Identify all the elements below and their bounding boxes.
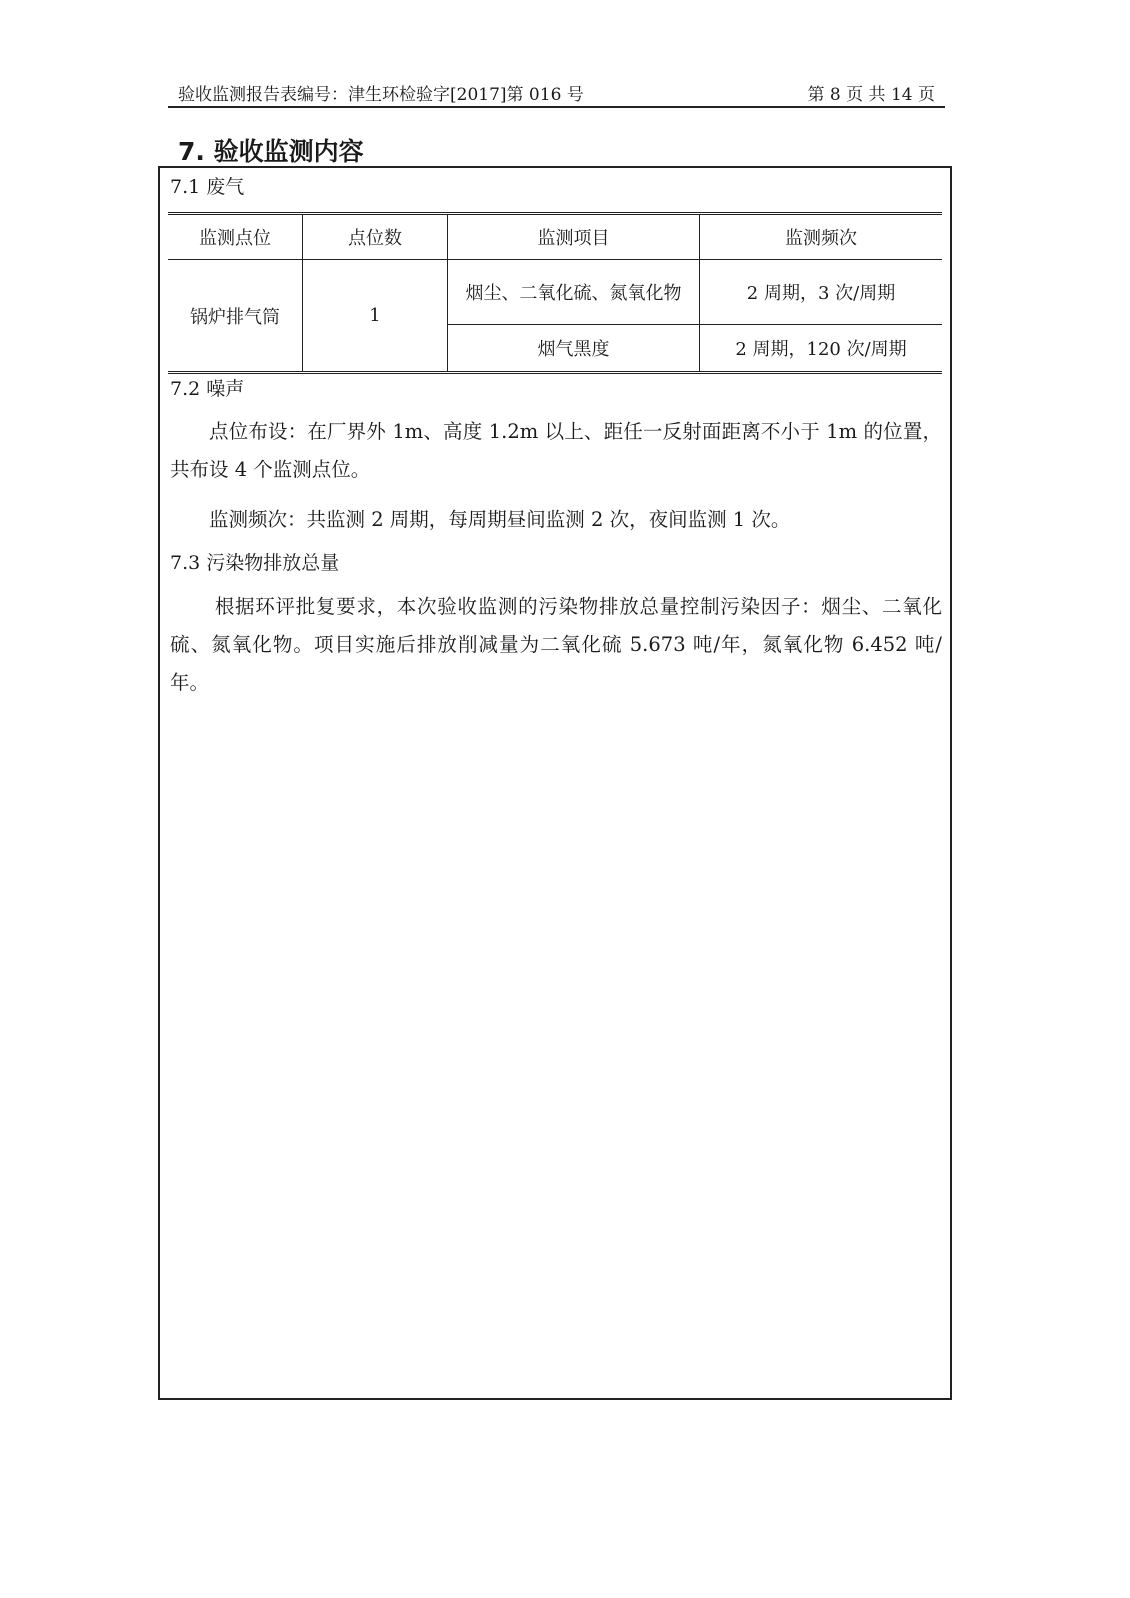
subsection-7-3-title: 7.3 污染物排放总量 [170,552,340,574]
section-title: 7. 验收监测内容 [178,137,364,166]
cell-item: 烟气黑度 [448,325,700,373]
total-emissions-paragraph: 根据环评批复要求，本次验收监测的污染物排放总量控制污染因子：烟尘、二氧化硫、氮氧化物。项目实施后排放削减量为二氧化硫 5.673 吨/年，氮氧化物 6.452 吨/年。 [170,595,942,694]
noise-placement-paragraph: 点位布设：在厂界外 1m、高度 1.2m 以上、距任一反射面距离不小于 1m 的位置，共布设 4 个监测点位。 [170,420,942,481]
cell-count: 1 [303,260,448,373]
exhaust-gas-table [168,212,942,374]
page-number: 第 8 页 共 14 页 [807,85,935,105]
header-count: 点位数 [303,214,448,260]
subsection-7-1-title: 7.1 废气 [170,176,245,198]
page-header [168,78,945,108]
table-row [168,260,942,325]
header-location: 监测点位 [168,214,303,260]
header-item: 监测项目 [448,214,700,260]
noise-frequency-paragraph: 监测频次：共监测 2 周期，每周期昼间监测 2 次，夜间监测 1 次。 [209,508,791,531]
header-frequency: 监测频次 [700,214,943,260]
content-frame [158,166,952,1400]
cell-location: 锅炉排气筒 [168,260,303,373]
cell-frequency: 2 周期，3 次/周期 [700,260,943,325]
subsection-7-2-title: 7.2 噪声 [170,378,245,400]
cell-frequency: 2 周期，120 次/周期 [735,339,907,360]
table-header-row [168,214,942,260]
cell-item: 烟尘、二氧化硫、氮氧化物 [448,260,700,325]
report-number: 验收监测报告表编号：津生环检验字[2017]第 016 号 [178,85,584,105]
